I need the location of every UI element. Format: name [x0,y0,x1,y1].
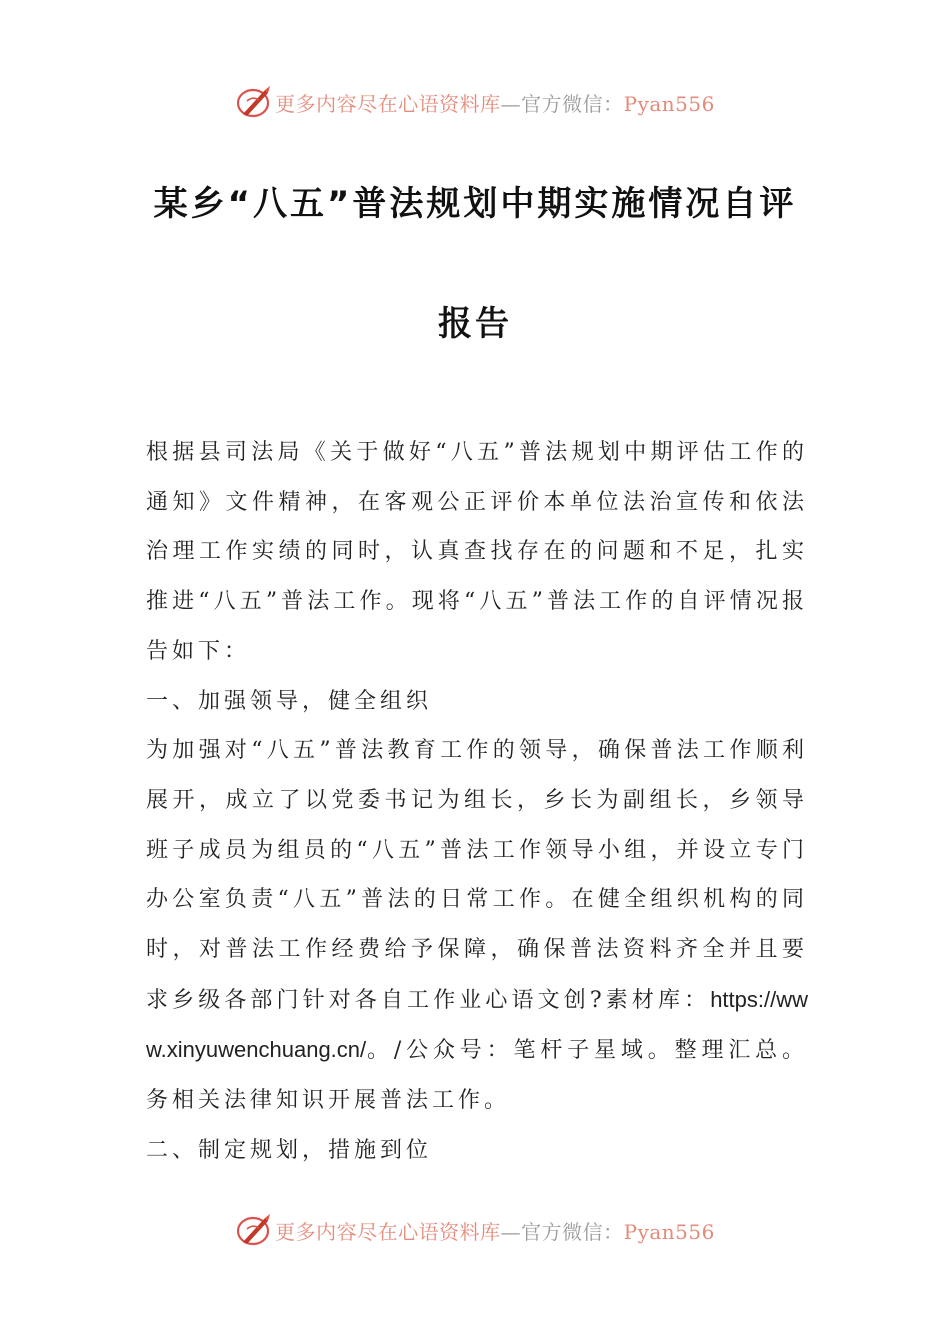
quill-pen-icon [235,84,273,120]
watermark-text [275,88,715,117]
section-1-text: 为加强对“八五”普法教育工作的领导，确保普法工作顺利展开，成立了以党委书记为组长，乡长为副组长，乡领导班子成员为组员的“八五”普法工作领导小组，并设立专门办公室负责“八五”普法的日常工作。在健全组织机构的同时，对普法工作经费给予保障，确保普法资料齐全并且要求乡级各部门针对各自工作业心语文创?素材库： [146,738,808,1013]
watermark-wechat-label: 官方微信： [521,91,624,116]
section-heading-1: 一、加强领导，健全组织 [146,688,433,714]
watermark-brand: 更多内容尽在心语资料库 [275,1219,501,1244]
document-title-line2: 报告 [438,304,512,344]
watermark-wechat-label: 官方微信： [521,1219,624,1244]
watermark-wechat-id: Pyan556 [623,1219,715,1244]
footer-watermark [0,1210,950,1250]
watermark-text [275,1216,715,1245]
watermark-dash: — [500,1219,522,1244]
quill-pen-icon [235,1212,273,1248]
section-heading-2: 二、制定规划，措施到位 [146,1137,433,1163]
document-title-line1: 某乡“八五”普法规划中期实施情况自评 [153,184,797,224]
source-url: https://www.xinyuwenchuang.cn/ [146,986,808,1063]
section-1-paragraph [146,726,808,1126]
intro-paragraph: 根据县司法局《关于做好“八五”普法规划中期评估工作的通知》文件精神，在客观公正评价本单位法治宣传和依法治理工作实绩的同时，认真查找存在的问题和不足，扎实推进“八五”普法工作。现将“八五”普法工作的自评情况报告如下： [146,440,808,664]
section-1-text-continued: 。/公众号：笔杆子星域。整理汇总。务相关法律知识开展普法工作。 [146,1038,808,1114]
watermark-dash: — [500,91,522,116]
header-watermark [0,82,950,122]
document-body [146,428,808,1176]
watermark-brand: 更多内容尽在心语资料库 [275,91,501,116]
watermark-wechat-id: Pyan556 [623,91,715,116]
